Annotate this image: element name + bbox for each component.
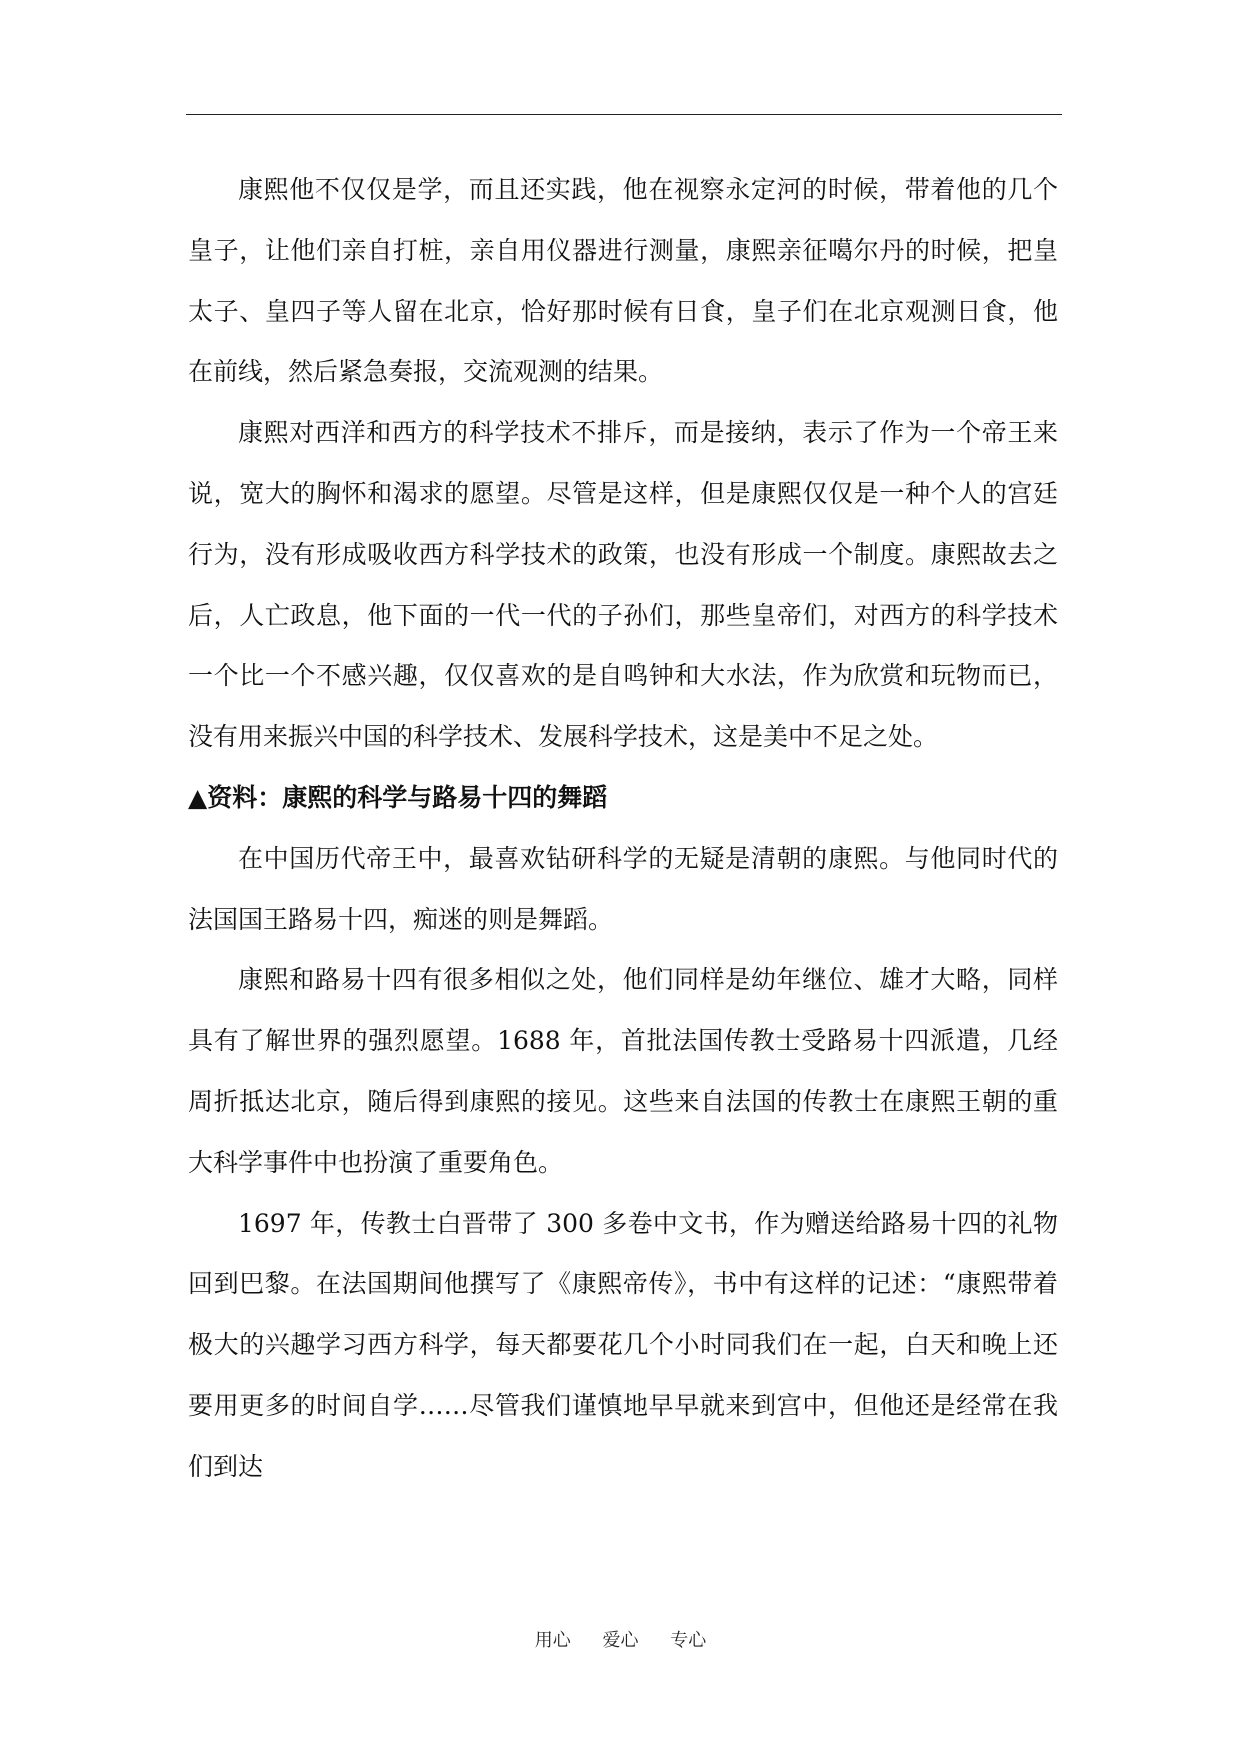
paragraph-5: 1697 年，传教士白晋带了 300 多卷中文书，作为赠送给路易十四的礼物回到巴黎。在法国期间他撰写了《康熙帝传》，书中有这样的记述：“康熙带着极大的兴趣学习西方科学，每天都要花几个小时同我们在一起，白天和晚上还要用更多的时间自学……尽管我们谨慎地早早就来到宫中，但他还是经常在我们到达 [188, 1208, 1058, 1481]
page-footer: 用心 爱心 专心 [534, 1630, 707, 1651]
paragraph-1: 康熙他不仅仅是学，而且还实践，他在视察永定河的时候，带着他的几个皇子，让他们亲自打桩，亲自用仪器进行测量，康熙亲征噶尔丹的时候，把皇太子、皇四子等人留在北京，恰好那时候有日食，皇子们在北京观测日食，他在前线，然后紧急奏报，交流观测的结果。 [188, 175, 1058, 387]
paragraph-3: 在中国历代帝王中，最喜欢钻研科学的无疑是清朝的康熙。与他同时代的法国国王路易十四，痴迷的则是舞蹈。 [188, 843, 1058, 934]
paragraph-4: 康熙和路易十四有很多相似之处，他们同样是幼年继位、雄才大略，同样具有了解世界的强烈愿望。1688 年，首批法国传教士受路易十四派遣，几经周折抵达北京，随后得到康熙的接见。这些来自法国的传教士在康熙王朝的重大科学事件中也扮演了重要角色。 [188, 965, 1058, 1177]
section-heading: ▲资料：康熙的科学与路易十四的舞蹈 [188, 782, 608, 812]
paragraph-2: 康熙对西洋和西方的科学技术不排斥，而是接纳，表示了作为一个帝王来说，宽大的胸怀和渴求的愿望。尽管是这样，但是康熙仅仅是一种个人的宫廷行为，没有形成吸收西方科学技术的政策，也没有形成一个制度。康熙故去之后，人亡政息，他下面的一代一代的子孙们，那些皇帝们，对西方的科学技术一个比一个不感兴趣，仅仅喜欢的是自鸣钟和大水法，作为欣赏和玩物而已，没有用来振兴中国的科学技术、发展科学技术，这是美中不足之处。 [188, 418, 1058, 752]
header-rule [186, 114, 1062, 115]
document-body [188, 160, 1058, 1498]
